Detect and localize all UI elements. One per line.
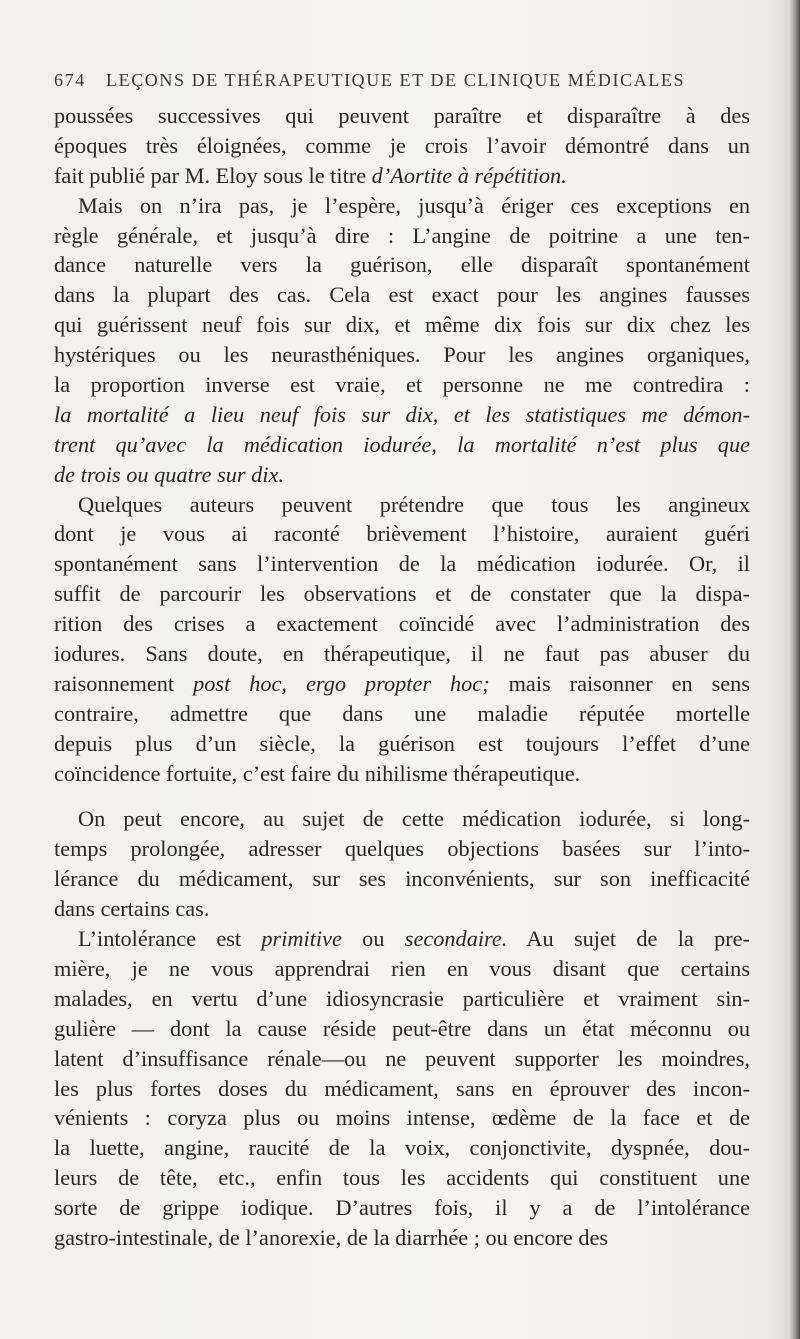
text-line xyxy=(54,280,750,310)
text-run: contraire, admettre que dans une maladie réputée mortelle xyxy=(54,700,750,726)
text-line xyxy=(54,191,750,221)
page-number: 674 xyxy=(54,70,86,90)
text-run: règle générale, et jusqu’à dire : L’angine de poitrine a une ten- xyxy=(54,222,750,248)
text-line xyxy=(54,924,750,954)
text-run: Quelques auteurs peuvent prétendre que tous les angineux xyxy=(78,491,750,517)
text-line xyxy=(54,490,750,520)
paragraph-p3 xyxy=(54,490,750,789)
italic-text: d’Aortite à répétition. xyxy=(371,162,567,188)
text-run: malades, en vertu d’une idiosyncrasie particulière et vraiment sin- xyxy=(54,985,750,1011)
text-line xyxy=(54,699,750,729)
text-line xyxy=(54,131,750,161)
italic-text: post hoc, ergo propter hoc; xyxy=(193,670,490,696)
text-line xyxy=(54,1103,750,1133)
text-run: Au sujet de la pre- xyxy=(507,926,750,952)
text-run: sorte de grippe iodique. D’autres fois, il y a de l’intolérance xyxy=(54,1195,750,1221)
text-run: spontanément sans l’intervention de la médication iodurée. Or, il xyxy=(54,551,750,577)
text-line xyxy=(54,549,750,579)
text-run: vénients : coryza plus ou moins intense, œdème de la face et de xyxy=(54,1105,750,1131)
text-line xyxy=(54,400,750,430)
text-run: ou xyxy=(341,926,405,952)
text-run: époques très éloignées, comme je crois l’avoir démontré dans un xyxy=(54,132,750,158)
text-run: gulière — dont la cause réside peut-être dans un état méconnu ou xyxy=(54,1015,750,1041)
text-line xyxy=(54,804,750,834)
body-text xyxy=(54,101,750,1253)
text-run: depuis plus d’un siècle, la guérison est toujours l’effet d’une xyxy=(54,730,750,756)
text-line xyxy=(54,729,750,759)
text-line xyxy=(54,579,750,609)
text-line xyxy=(54,370,750,400)
paragraph-p2 xyxy=(54,191,750,490)
text-line xyxy=(54,340,750,370)
text-line xyxy=(54,519,750,549)
text-run: raisonnement xyxy=(54,670,194,696)
text-run: dance naturelle vers la guérison, elle disparaît spontanément xyxy=(54,252,750,278)
text-line xyxy=(54,1163,750,1193)
text-run: fait publié par M. Eloy sous le titre xyxy=(54,162,372,188)
text-line xyxy=(54,834,750,864)
running-head: LEÇONS DE THÉRAPEUTIQUE ET DE CLINIQUE MÉDICALES xyxy=(106,70,686,90)
text-line xyxy=(54,984,750,1014)
paragraph-p4 xyxy=(54,804,750,924)
text-line xyxy=(54,101,750,131)
italic-text: trent qu’avec la médication iodurée, la mortalité n’est plus que xyxy=(54,431,750,457)
text-run: iodures. Sans doute, en thérapeutique, il ne faut pas abuser du xyxy=(54,641,750,667)
text-line xyxy=(54,954,750,984)
text-line xyxy=(54,1193,750,1223)
italic-text: la mortalité a lieu neuf fois sur dix, et les statistiques me démon- xyxy=(54,401,750,427)
text-line xyxy=(54,161,750,191)
text-line xyxy=(54,609,750,639)
text-run: latent d’insuffisance rénale—ou ne peuvent supporter les moindres, xyxy=(54,1045,750,1071)
text-line xyxy=(54,864,750,894)
text-run: rition des crises a exactement coïncidé avec l’administration des xyxy=(54,611,750,637)
text-run: mière, je ne vous apprendrai rien en vous disant que certains xyxy=(54,955,750,981)
text-run: les plus fortes doses du médicament, sans en éprouver des incon- xyxy=(54,1075,750,1101)
paragraph-p5 xyxy=(54,924,750,1253)
text-run: la proportion inverse est vraie, et personne ne me contredira : xyxy=(54,372,750,398)
italic-text: primitive xyxy=(261,926,342,952)
text-run: dans certains cas. xyxy=(54,896,210,922)
text-line xyxy=(54,1044,750,1074)
italic-text: secondaire. xyxy=(404,926,508,952)
text-run: dans la plupart des cas. Cela est exact pour les angines fausses xyxy=(54,282,750,308)
text-run: leurs de tête, etc., enfin tous les accidents qui constituent une xyxy=(54,1165,750,1191)
text-run: hystériques ou les neurasthéniques. Pour les angines organiques, xyxy=(54,342,750,368)
paragraph-gap xyxy=(54,788,750,804)
text-run: dont je vous ai raconté brièvement l’histoire, auraient guéri xyxy=(54,521,750,547)
text-line xyxy=(54,221,750,251)
text-line xyxy=(54,250,750,280)
text-line xyxy=(54,430,750,460)
text-run: mais raisonner en sens xyxy=(489,670,750,696)
text-run: lérance du médicament, sur ses inconvénients, sur son inefficacité xyxy=(54,866,750,892)
text-run: L’intolérance est xyxy=(78,926,262,952)
text-line xyxy=(54,460,750,490)
text-line xyxy=(54,1074,750,1104)
page-header xyxy=(54,70,744,96)
text-run: la luette, angine, raucité de la voix, conjonctivite, dyspnée, dou- xyxy=(54,1135,750,1161)
text-run: On peut encore, au sujet de cette médication iodurée, si long- xyxy=(78,806,750,832)
text-line xyxy=(54,639,750,669)
text-line xyxy=(54,669,750,699)
paragraph-p1 xyxy=(54,101,750,191)
text-run: gastro-intestinale, de l’anorexie, de la diarrhée ; ou encore des xyxy=(54,1224,609,1250)
text-line xyxy=(54,1223,750,1253)
text-line xyxy=(54,1133,750,1163)
text-run: qui guérissent neuf fois sur dix, et même dix fois sur dix chez les xyxy=(54,312,750,338)
text-run: Mais on n’ira pas, je l’espère, jusqu’à ériger ces exceptions en xyxy=(78,192,750,218)
text-line xyxy=(54,759,750,789)
text-run: coïncidence fortuite, c’est faire du nihilisme thérapeutique. xyxy=(54,760,581,786)
text-line xyxy=(54,894,750,924)
text-run: suffit de parcourir les observations et de constater que la dispa- xyxy=(54,581,750,607)
page-edge-shadow xyxy=(788,0,800,1339)
text-line xyxy=(54,1014,750,1044)
italic-text: de trois ou quatre sur dix. xyxy=(54,461,284,487)
text-run: poussées successives qui peuvent paraître et disparaître à des xyxy=(54,103,750,128)
text-run: temps prolongée, adresser quelques objections basées sur l’into- xyxy=(54,836,750,862)
text-line xyxy=(54,310,750,340)
